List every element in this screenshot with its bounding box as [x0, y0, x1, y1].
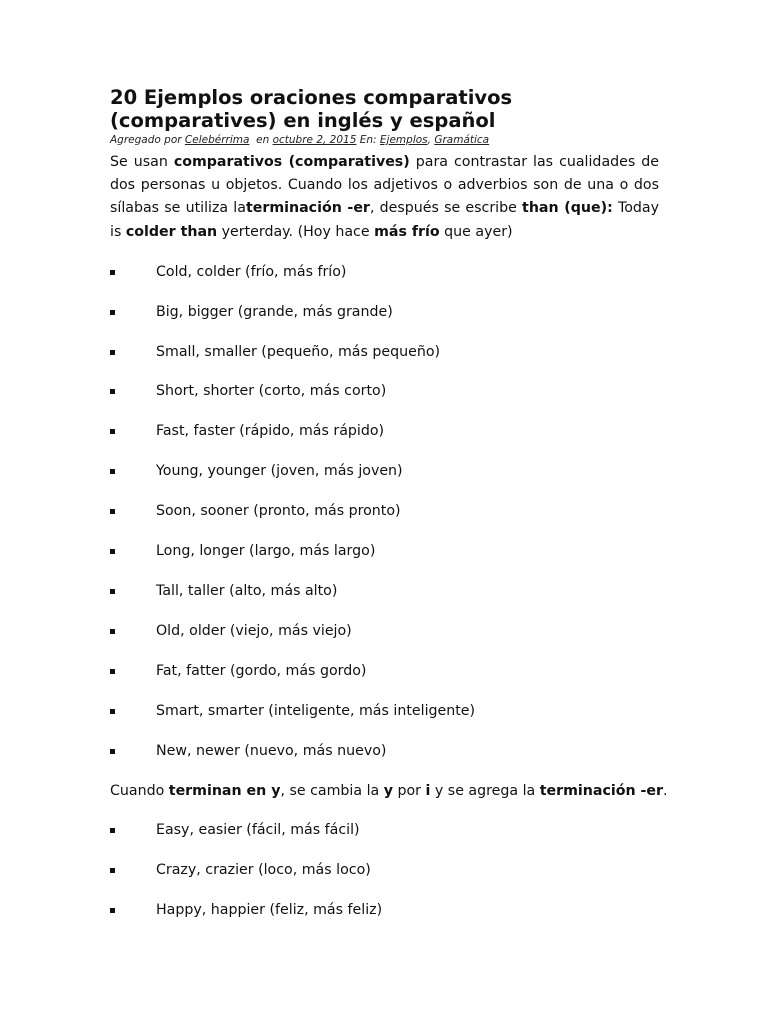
- para-text: y se agrega la: [430, 783, 540, 800]
- list-item: [110, 540, 659, 580]
- bullet-icon: [110, 429, 115, 434]
- list-item: [110, 420, 659, 460]
- bullet-icon: [110, 389, 115, 394]
- article: [110, 86, 668, 939]
- intro-text: , después se escribe: [369, 200, 523, 217]
- para-bold-y: y: [383, 783, 393, 800]
- list-item: [110, 500, 659, 540]
- para-text: por: [392, 783, 426, 800]
- intro-text: que ayer): [439, 223, 513, 240]
- post-meta: [110, 133, 659, 147]
- list-item: [110, 700, 659, 740]
- title-line-2: (comparatives) en inglés y español: [110, 109, 496, 132]
- list-item-text: Fast, faster (rápido, más rápido): [156, 423, 385, 440]
- intro-bold-than: than (que):: [522, 200, 613, 217]
- comparatives-list-y: [110, 819, 659, 939]
- list-item: [110, 859, 659, 899]
- para-text: Cuando: [110, 783, 169, 800]
- list-item-text: Happy, happier (feliz, más feliz): [156, 902, 383, 919]
- list-item-text: Easy, easier (fácil, más fácil): [156, 822, 360, 839]
- intro-bold-comparativos: comparativos (comparatives): [173, 154, 410, 170]
- on-label: en: [256, 134, 270, 146]
- list-item-text: New, newer (nuevo, más nuevo): [156, 742, 387, 759]
- bullet-icon: [110, 350, 115, 355]
- added-by-label: Agregado por: [110, 134, 182, 146]
- comparatives-list-er: [110, 261, 659, 780]
- bullet-icon: [110, 828, 115, 833]
- bullet-icon: [110, 868, 115, 873]
- bullet-icon: [110, 549, 115, 554]
- bullet-icon: [110, 908, 115, 913]
- bullet-icon: [110, 629, 115, 634]
- intro-text: para contrastar las cualidades de dos personas u objetos. Cuando los adjetivos o adverbios son de una o dos sílabas se utiliza la: [110, 154, 659, 217]
- intro-text: Se usan: [110, 154, 174, 170]
- list-item-text: Long, longer (largo, más largo): [156, 543, 376, 560]
- bullet-icon: [110, 589, 115, 594]
- category-link-ejemplos[interactable]: Ejemplos: [379, 134, 428, 146]
- list-item: [110, 899, 659, 939]
- article-title: [110, 86, 659, 132]
- list-item: [110, 580, 659, 620]
- para-text: , se cambia la: [280, 783, 384, 800]
- list-item: [110, 380, 659, 420]
- list-item: [110, 740, 659, 780]
- list-item: [110, 660, 659, 700]
- list-item: [110, 301, 659, 341]
- list-item-text: Cold, colder (frío, más frío): [156, 263, 347, 280]
- title-line-1: 20 Ejemplos oraciones comparativos: [110, 86, 513, 109]
- list-item: [110, 460, 659, 500]
- list-item: [110, 341, 659, 381]
- bullet-icon: [110, 509, 115, 514]
- intro-bold-terminacion: terminación -er: [245, 200, 370, 217]
- bullet-icon: [110, 469, 115, 474]
- intro-bold-mas-frio: más frío: [374, 223, 440, 240]
- list-item-text: Crazy, crazier (loco, más loco): [156, 862, 371, 879]
- list-item-text: Old, older (viejo, más viejo): [156, 622, 352, 639]
- category-separator: ,: [427, 134, 431, 146]
- intro-bold-colder-than: colder than: [125, 223, 218, 240]
- bullet-icon: [110, 310, 115, 315]
- para-bold-terminacion: terminación -er: [539, 783, 664, 800]
- in-label: En:: [359, 134, 377, 146]
- list-item: [110, 620, 659, 660]
- list-item-text: Smart, smarter (inteligente, más inteligente): [156, 702, 476, 719]
- category-link-gramatica[interactable]: Gramática: [434, 134, 490, 146]
- para-bold-i: i: [425, 783, 431, 800]
- list-item-text: Tall, taller (alto, más alto): [156, 582, 338, 599]
- intro-paragraph: [110, 151, 659, 244]
- date-link[interactable]: octubre 2, 2015: [272, 134, 357, 146]
- list-item-text: Fat, fatter (gordo, más gordo): [156, 662, 367, 679]
- list-item-text: Small, smaller (pequeño, más pequeño): [156, 343, 441, 360]
- bullet-icon: [110, 709, 115, 714]
- intro-text: yerterday. (Hoy hace: [217, 223, 375, 240]
- list-item-text: Soon, sooner (pronto, más pronto): [156, 503, 401, 520]
- list-item-text: Young, younger (joven, más joven): [156, 463, 403, 480]
- list-item: [110, 819, 659, 859]
- bullet-icon: [110, 669, 115, 674]
- intro-text: Today is: [110, 200, 659, 240]
- list-item-text: Big, bigger (grande, más grande): [156, 303, 393, 320]
- para-text: .: [663, 783, 668, 800]
- author-link[interactable]: Celebérrima: [184, 134, 250, 146]
- list-item: [110, 261, 659, 301]
- bullet-icon: [110, 749, 115, 754]
- y-rule-paragraph: [110, 780, 668, 803]
- bullet-icon: [110, 270, 115, 275]
- list-item-text: Short, shorter (corto, más corto): [156, 383, 387, 400]
- para-bold-terminan-en-y: terminan en y: [168, 783, 281, 800]
